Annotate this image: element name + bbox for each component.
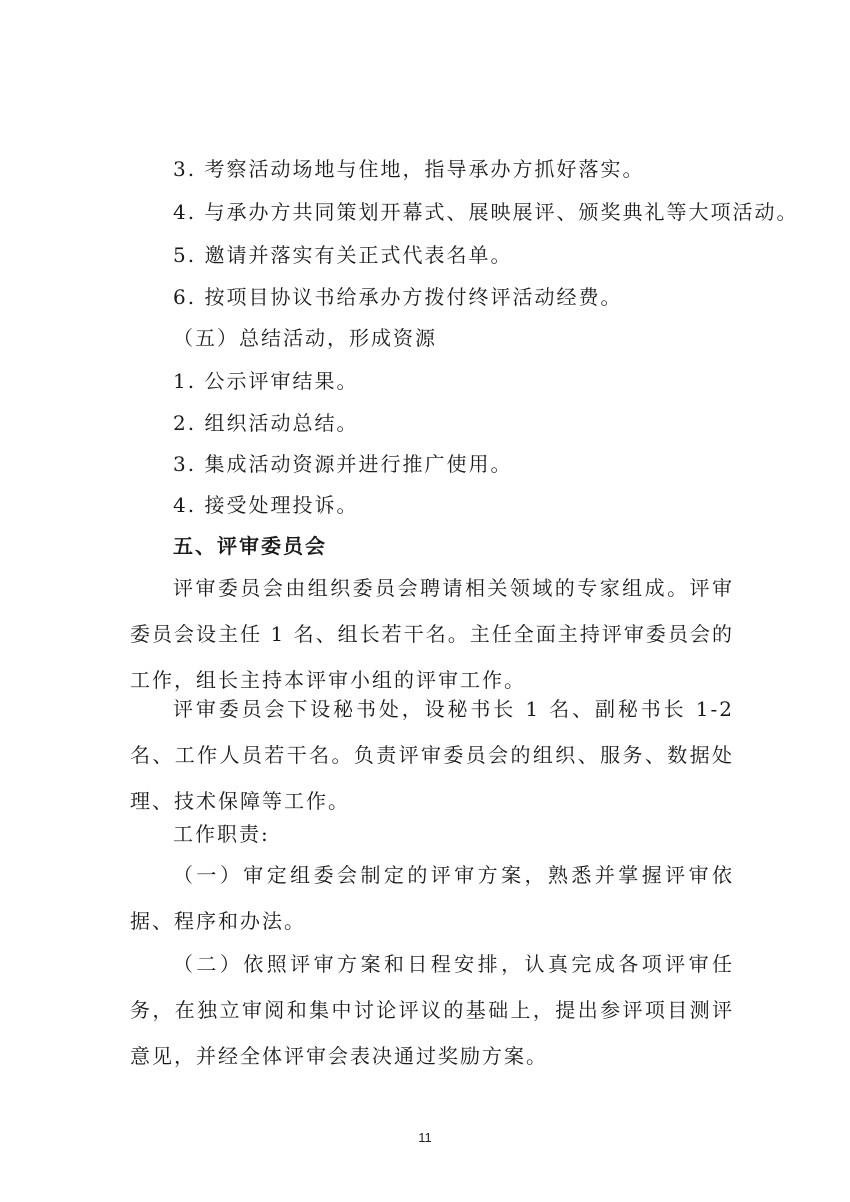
paragraph: （二）依照评审方案和日程安排，认真完成各项评审任务，在独立审阅和集中讨论评议的基础上，提出参评项目测评意见，并经全体评审会表决通过奖励方案。	[130, 952, 734, 1068]
list-item: 6. 按项目协议书给承办方拨付终评活动经费。	[173, 285, 623, 309]
list-item: 3. 集成活动资源并进行推广使用。	[173, 452, 513, 476]
list-item: 4. 与承办方共同策划开幕式、展映展评、颁奖典礼等大项活动。	[173, 200, 799, 224]
duties-label: 工作职责:	[173, 822, 270, 846]
list-item: 5. 邀请并落实有关正式代表名单。	[173, 243, 513, 267]
subsection-title: （五）总结活动，形成资源	[173, 326, 437, 350]
section-heading: 五、评审委员会	[173, 534, 327, 558]
paragraph: 评审委员会下设秘书处，设秘书长 1 名、副秘书长 1-2 名、工作人员若干名。负责评审委员会的组织、服务、数据处理、技术保障等工作。	[130, 697, 734, 813]
list-item: 3. 考察活动场地与住地，指导承办方抓好落实。	[173, 157, 645, 181]
list-item: 2. 组织活动总结。	[173, 411, 359, 435]
page-number: 11	[418, 1130, 432, 1145]
paragraph: 评审委员会由组织委员会聘请相关领域的专家组成。评审委员会设主任 1 名、组长若干名。主任全面主持评审委员会的工作，组长主持本评审小组的评审工作。	[130, 576, 734, 692]
list-item: 4. 接受处理投诉。	[173, 493, 359, 517]
list-item: 1. 公示评审结果。	[173, 369, 359, 393]
paragraph: （一）审定组委会制定的评审方案，熟悉并掌握评审依据、程序和办法。	[130, 863, 734, 933]
